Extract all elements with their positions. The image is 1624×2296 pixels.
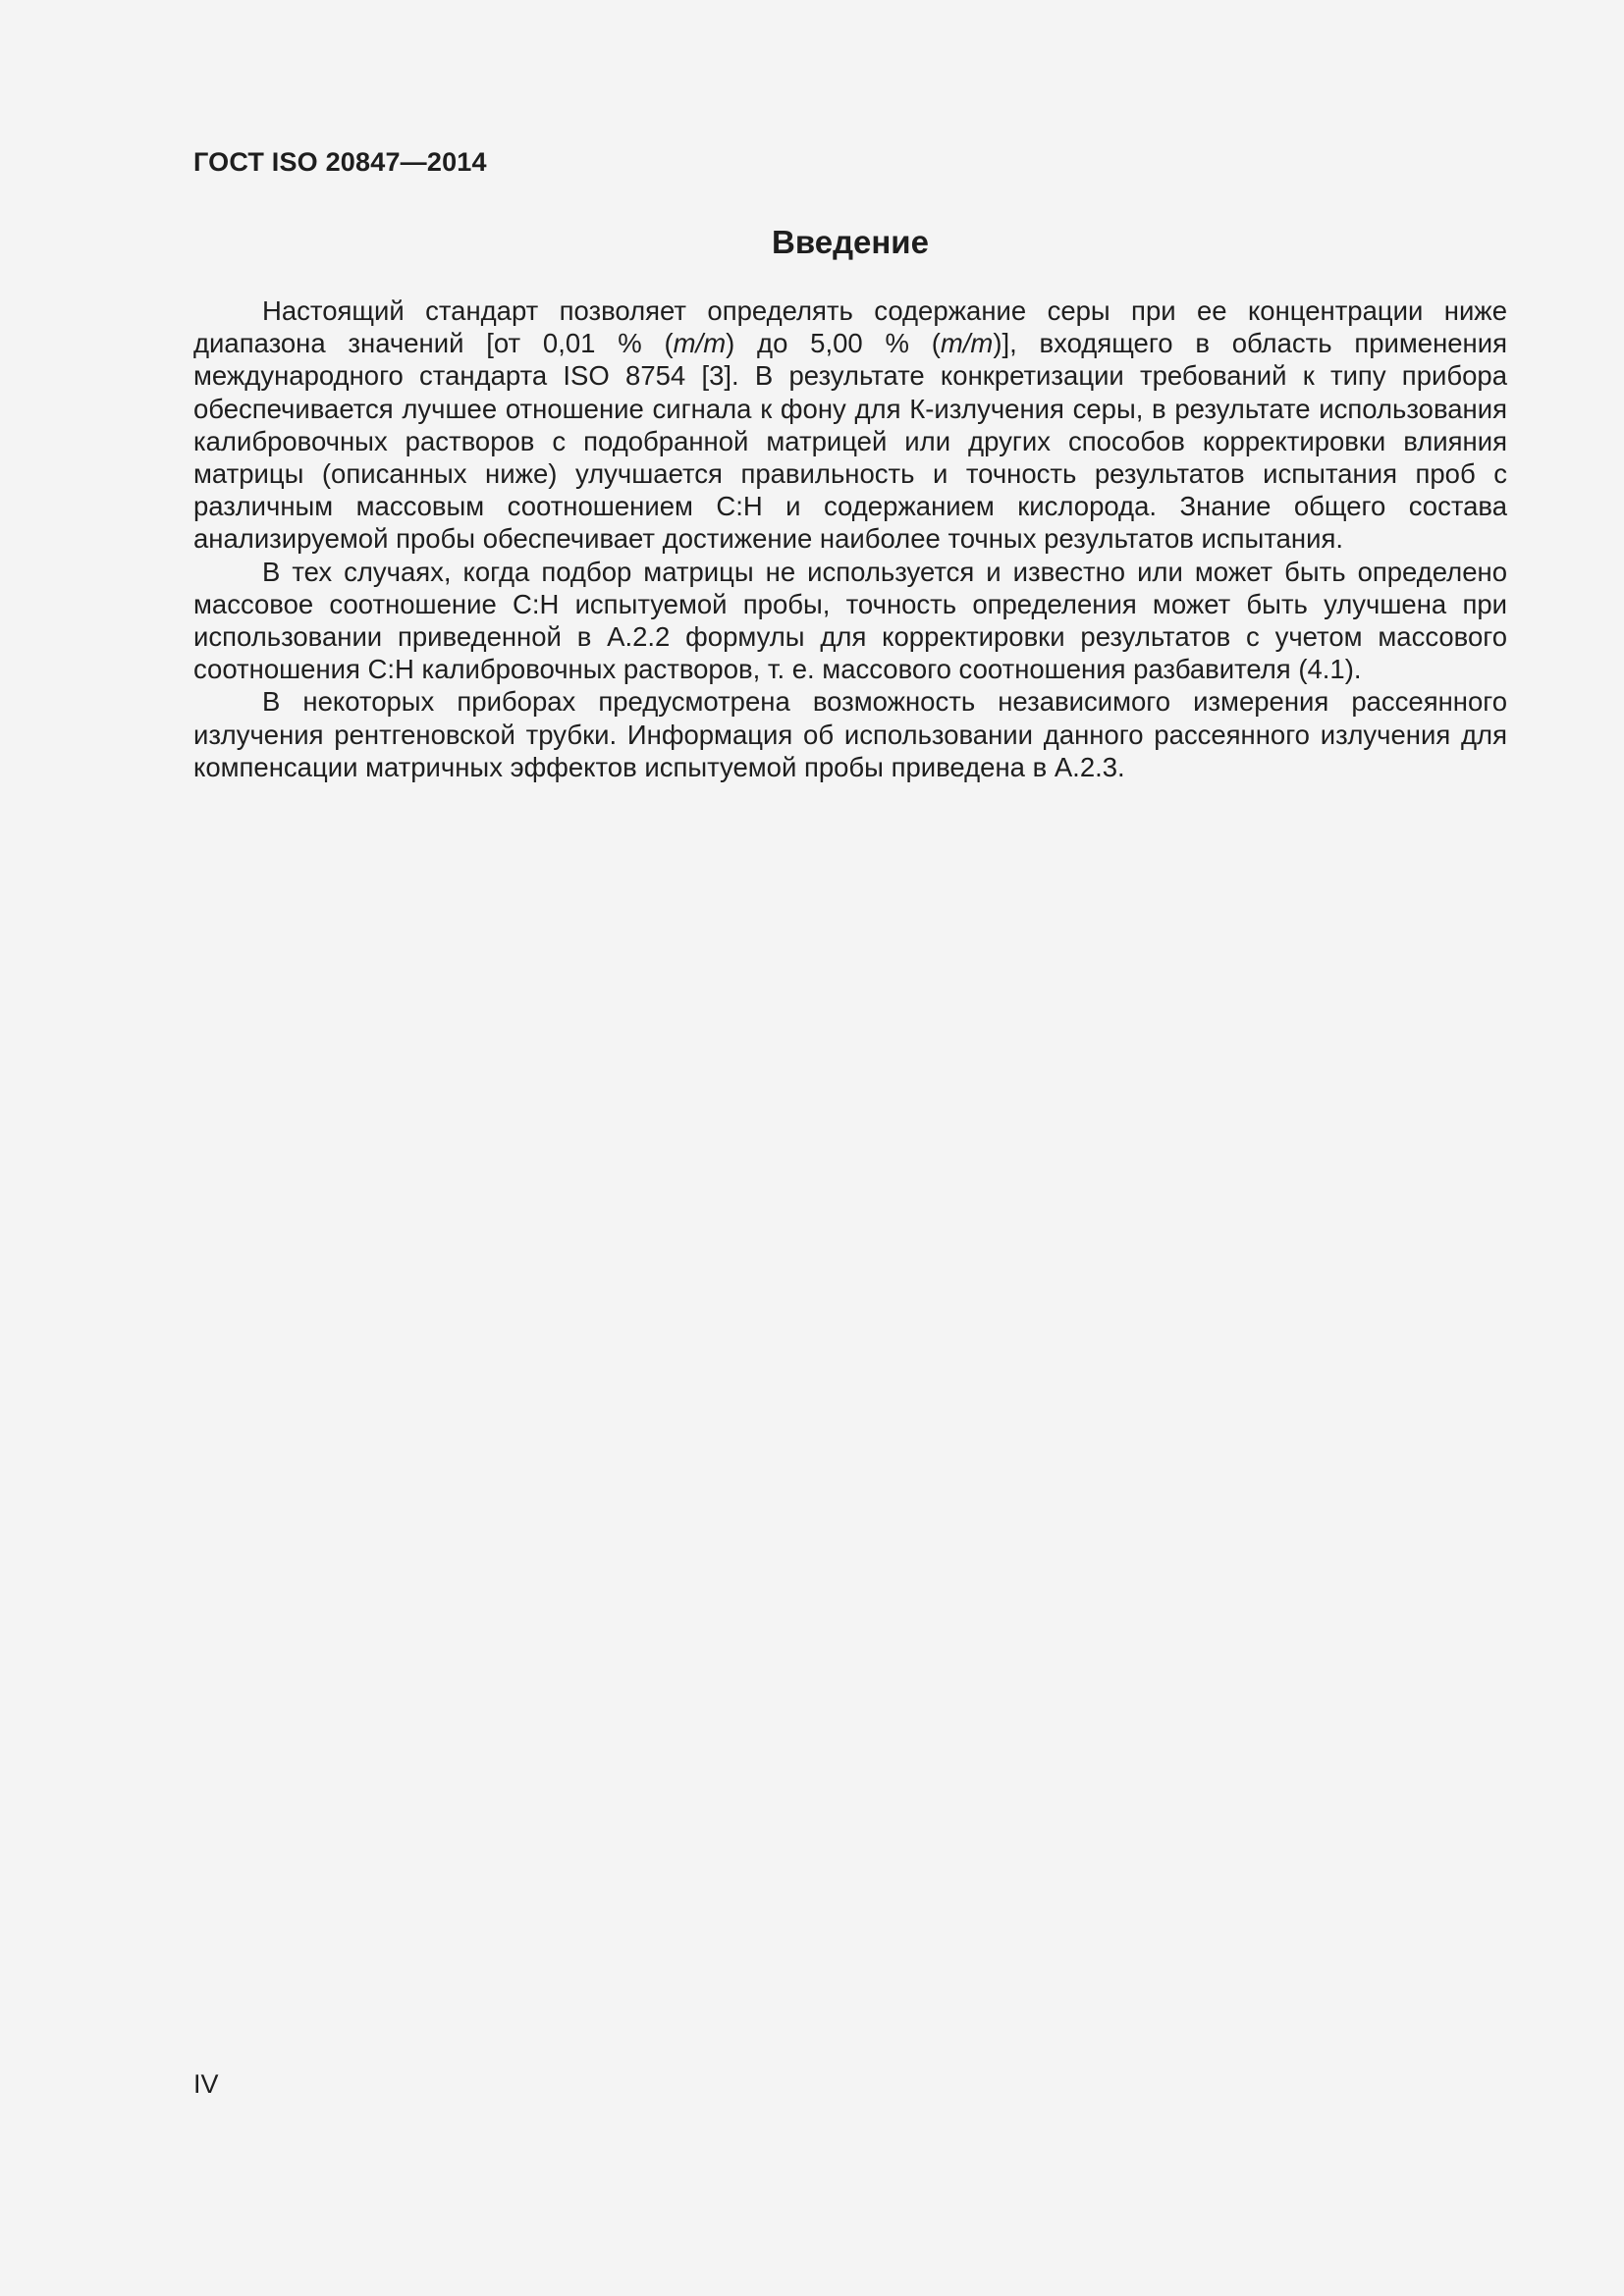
- body-text: [193, 294, 1507, 783]
- unit-mass-fraction: m/m: [673, 328, 727, 359]
- paragraph-1: [193, 294, 1507, 556]
- document-standard-id: ГОСТ ISO 20847—2014: [193, 147, 487, 177]
- paragraph-1-part-a: Настоящий стандарт позволяет определять содержание серы при ее концентрации ниже диапазона значений [от 0,01 % (: [193, 295, 1507, 359]
- paragraph-3: В некоторых приборах предусмотрена возможность независимого измерения рассеянного излучения рентгеновской трубки. Информация об использовании данного рассеянного излучения для компенсации матричных эффектов испытуемой пробы приведена в А.2.3.: [193, 686, 1507, 782]
- page-number: IV: [193, 2069, 219, 2099]
- paragraph-1-part-c: )], входящего в область применения международного стандарта ISO 8754 [3]. В результате конкретизации требований к типу прибора обеспечивается лучшее отношение сигнала к фону для К-излучения серы, в результате использования калибровочных растворов с подобранной матрицей или других способов корректировки влияния матрицы (описанных ниже) улучшается правильность и точность результатов испытания проб с различным массовым соотношением С:Н и содержанием кислорода. Знание общего состава анализируемой пробы обеспечивает достижение наиболее точных результатов испытания.: [193, 328, 1507, 555]
- unit-mass-fraction: m/m: [940, 328, 994, 359]
- paragraph-1-part-b: ) до 5,00 % (: [726, 328, 941, 359]
- section-title: Введение: [772, 224, 929, 260]
- paragraph-2: В тех случаях, когда подбор матрицы не используется и известно или может быть определено массовое соотношение С:Н испытуемой пробы, точность определения может быть улучшена при использовании приведенной в А.2.2 формулы для корректировки результатов с учетом массового соотношения С:Н калибровочных растворов, т. е. массового соотношения разбавителя (4.1).: [193, 556, 1507, 685]
